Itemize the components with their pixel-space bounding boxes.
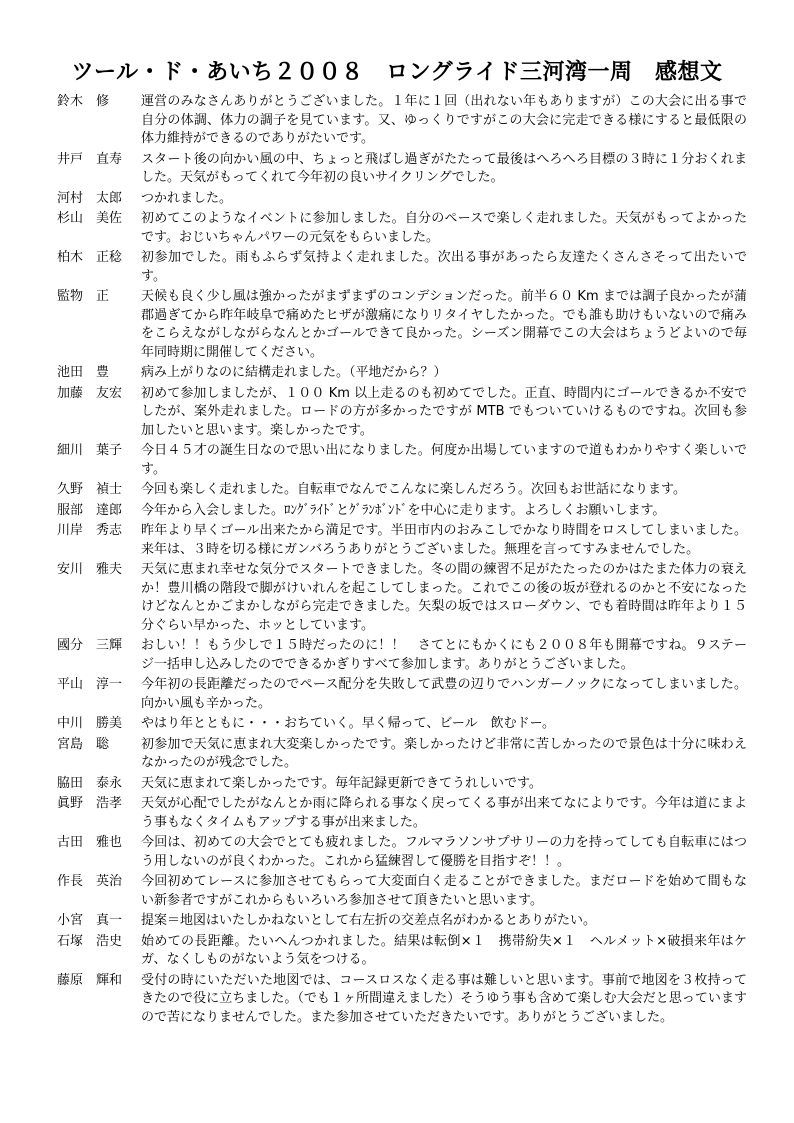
participant-name: 國分 三輝	[57, 638, 123, 653]
comment-entry	[57, 834, 747, 871]
comment-entry	[57, 364, 747, 383]
comment-entry	[57, 736, 747, 773]
participant-name: 井戸 直寿	[57, 151, 123, 167]
participant-comment: 今年から入会しました。ﾛﾝｸﾞﾗｲﾄﾞとｸﾞﾗﾝﾎﾞﾝﾄﾞを中心に走ります。よろしくお願いします。	[141, 502, 666, 518]
participant-comment: 提案＝地図はいたしかねないとして右左折の交差点名がわかるとありがたい。	[141, 913, 597, 928]
participant-name: 安川 雅夫	[57, 562, 123, 577]
comment-entry	[57, 676, 747, 713]
participant-name: 脇田 泰永	[57, 775, 123, 791]
participant-name: 石塚 浩史	[57, 933, 123, 949]
participant-name: 河村 太郎	[57, 190, 123, 206]
comment-entry	[57, 795, 747, 832]
participant-name: 眞野 浩孝	[57, 796, 123, 811]
participant-name: 川岸 秀志	[57, 523, 123, 538]
participant-comment: 天候も良く少し風は強かったがまずまずのコンデションだった。前半６０ Km までは調子良かったが蒲郡過ぎてから昨年岐阜で痛めたヒザが激痛になりリタイヤしたかった。でも誰も助けもいないので痛みをこらえながしながらなんとかゴールできて良かった。シーズン開幕でこの大会はちょうどよいので毎年同時期に開催してください。	[141, 289, 747, 360]
participant-comment: 今日４５才の誕生日なので思い出になりました。何度か出場していますので道もわかりやすく楽しいです。	[141, 443, 747, 477]
comment-entry	[57, 933, 747, 970]
comment-entry	[57, 561, 747, 635]
participant-name: 古田 雅也	[57, 835, 123, 850]
participant-name: 鈴木 修	[57, 94, 110, 109]
participant-name: 服部 達郎	[57, 502, 123, 518]
document-title: ツール・ド・あいち２００８ ロングライド三河湾一周 感想文	[71, 60, 723, 85]
participant-comment: おしい！！もう少しで１５時だったのに！！ さてとにもかくにも２００８年も開幕ですね。９ステージ一括申し込みしたのでできるかぎりすべて参加します。ありがとうございました。	[141, 638, 747, 672]
comment-entry	[57, 873, 747, 910]
comment-entry	[57, 972, 747, 1028]
participant-comment: 今年初の長距離だったのでペース配分を失敗して武豊の辺りでハンガーノックになってしまいました。向かい風も辛かった。	[141, 677, 747, 711]
participant-name: 杉山 美佐	[57, 211, 123, 226]
comment-entry	[57, 93, 747, 149]
participant-name: 藤原 輝和	[57, 972, 123, 988]
participant-name: 池田 豊	[57, 365, 110, 380]
comment-entry	[57, 481, 747, 500]
comment-entry	[57, 288, 747, 362]
participant-comment: 初参加で天気に恵まれ大変楽しかったです。楽しかったけど非常に苦しかったので景色は十分に味わえなかったのが残念でした。	[141, 736, 747, 770]
comment-entry	[57, 210, 747, 247]
participant-comment: 病み上がりなのに結構走れました。（平地だから？）	[141, 365, 447, 380]
participant-name: 加藤 友宏	[57, 385, 123, 401]
comment-entry	[57, 502, 747, 521]
participant-comment: 初めて参加しましたが、１００ Km 以上走るのも初めてでした。正直、時間内にゴールできるか不安でしたが、案外走れました。ロードの方が多かったですが MTB でもついていけるものですね。次回も参加したいと思います。楽しかったです。	[141, 385, 747, 438]
comment-entry	[57, 442, 747, 479]
participant-comment: 今回は、初めての大会でとても疲れました。フルマラソンサプサリーの力を持ってしても自転車にはつう用しないのが良くわかった。これから猛練習して優勝を目指すぞ！！。	[141, 835, 747, 869]
comment-entry	[57, 249, 747, 286]
participant-name: 久野 禎士	[57, 482, 123, 497]
comment-entry	[57, 637, 747, 674]
participant-comment: 初参加でした。雨もふらず気持よく走れました。次出る事があったら友達たくさんさそって出たいです。	[141, 250, 747, 284]
comment-entry	[57, 385, 747, 441]
participant-comment: 天気が心配でしたがなんとか雨に降られる事なく戻ってくる事が出来てなによりです。今年は道にまよう事もなくタイムもアップする事が出来ました。	[141, 796, 747, 830]
participant-comment: 受付の時にいただいた地図では、コースロスなく走る事は難しいと思います。事前で地図を３枚持ってきたので役に立ちました。（でも１ヶ所間違えました）そうゆう事も含めて楽しむ大会だと思っていますので苦になりませんでした。また参加させていただきたいです。ありがとうございました。	[141, 972, 747, 1025]
participant-name: 監物 正	[57, 289, 110, 304]
comment-entry	[57, 151, 747, 188]
comment-list	[57, 93, 747, 1029]
participant-name: 柏木 正稔	[57, 250, 123, 265]
participant-name: 平山 淳一	[57, 677, 123, 692]
comment-entry	[57, 522, 747, 559]
participant-comment: 運営のみなさんありがとうございました。１年に１回（出れない年もありますが）この大会に出る事で自分の体調、体力の調子を見ています。又、ゆっくりですがこの大会に完走できる様にすると最低限の体力維持ができるのでありがたいです。	[141, 94, 747, 146]
participant-name: 細川 葉子	[57, 443, 123, 458]
participant-comment: 今回も楽しく走れました。自転車でなんでこんなに楽しんだろう。次回もお世話になります。	[141, 482, 686, 497]
participant-name: 宮島 聡	[57, 736, 110, 752]
participant-comment: 今回初めてレースに参加させてもらって大変面白く走ることができました。まだロードを始めて間もない新参者ですがこれからもいろいろ参加させて頂きたいと思います。	[141, 874, 747, 908]
participant-comment: スタート後の向かい風の中、ちょっと飛ばし過ぎがたたって最後はへろへろ目標の３時に１分おくれました。天気がもってくれて今年初の良いサイクリングでした。	[141, 151, 747, 185]
participant-name: 小宮 真一	[57, 913, 123, 928]
participant-comment: やはり年とともに・・・おちていく。早く帰って、ビール 飲むドー。	[141, 716, 556, 731]
participant-comment: 初めてこのようなイベントに参加しました。自分のペースで楽しく走れました。天気がもってよかったです。おじいちゃんパワーの元気をもらいました。	[141, 211, 747, 245]
participant-comment: 昨年より早くゴール出来たから満足です。半田市内のおみこしでかなり時間をロスしてしまいました。来年は、３時を切る様にガンバろうありがとうございました。無理を言ってすみませんでした。	[141, 523, 747, 557]
participant-comment: 天気に恵まれ幸せな気分でスタートできました。冬の間の練習不足がたたったのかはたまた体力の衰えか！豊川橋の階段で脚がけいれんを起こしてしまった。これでこの後の坂が登れるのかと不安になったけどなんとかごまかしながら完走できました。矢梨の坂ではスローダウン、でも着時間は昨年より１５分ぐらい早かった、ホッとしています。	[141, 562, 747, 633]
participant-comment: 天気に恵まれて楽しかったです。毎年記録更新できてうれしいです。	[141, 775, 542, 791]
comment-entry	[57, 912, 747, 931]
comment-entry	[57, 775, 747, 794]
participant-name: 作長 英治	[57, 874, 123, 889]
comment-entry	[57, 190, 747, 209]
participant-name: 中川 勝美	[57, 716, 123, 731]
participant-comment: 始めての長距離。たいへんつかれました。結果は転倒×１ 携帯紛失×１ ヘルメット×破損来年はケガ、なくしものがないよう気をつける。	[141, 933, 747, 967]
comment-entry	[57, 715, 747, 734]
participant-comment: つかれました。	[141, 190, 233, 206]
